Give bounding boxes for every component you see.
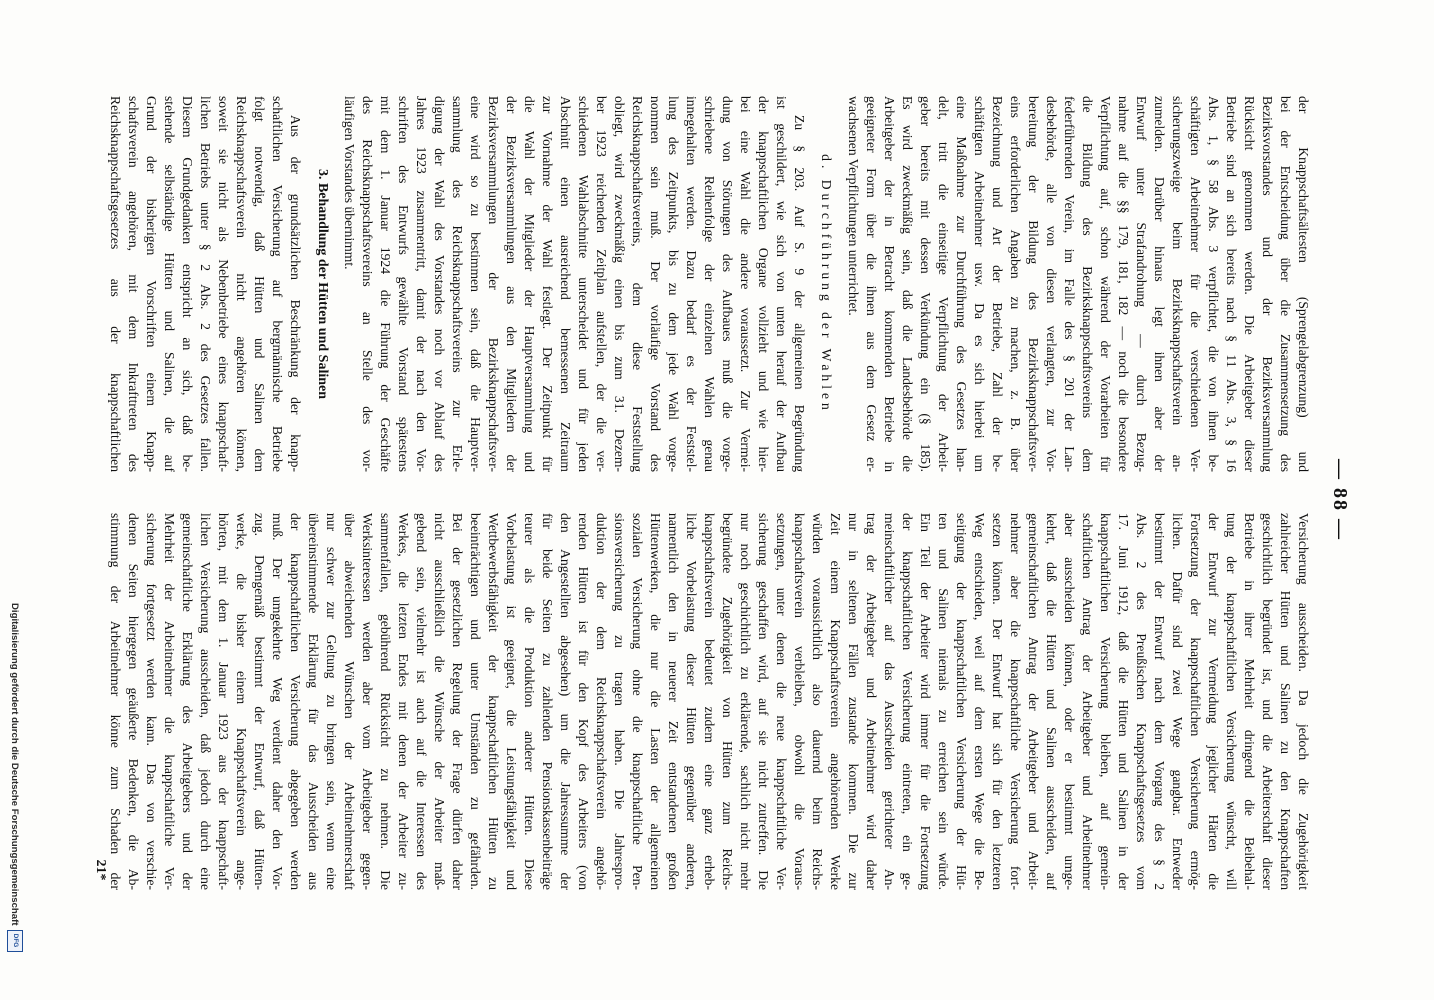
text-line: die Wahl der Mitglieder der Hauptversammlung und bbox=[522, 96, 537, 472]
text-line: sammenfallen, gebührend Rücksicht zu nehmen. Die bbox=[378, 513, 393, 890]
text-line: übereinstimmende Erklärung für das Ausscheiden aus bbox=[306, 513, 321, 890]
text-line: stehende selbständige Hütten und Salinen, die auf bbox=[162, 96, 177, 472]
text-line: tung der knappschaftlichen Versicherung wünscht, will bbox=[1224, 513, 1239, 890]
signature-mark: 21* bbox=[93, 859, 108, 881]
text-line: sionsversicherung zu tragen haben. Die Jahrespro- bbox=[612, 513, 627, 890]
text-line: der knappschaftlichen Organe vollzieht und wie hier- bbox=[756, 96, 771, 472]
text-line: schaftlichen Antrag der Arbeitgeber und Arbeitnehmer bbox=[1080, 513, 1095, 890]
section-heading-durchfuehrung-der-wahlen: d. Durchführung der Wahlen bbox=[819, 154, 834, 414]
text-line: ten und Salinen niemals zu erreichen sein würde. bbox=[936, 513, 951, 890]
text-line: schaftsverein angehören, mit dem Inkrafttreten des bbox=[126, 96, 141, 472]
text-line: nommen sein muß. Der vorläufige Vorstand des bbox=[648, 96, 663, 472]
text-line: Ein Teil der Arbeiter wird immer für die Fortsetzung bbox=[918, 513, 933, 890]
text-line: den Angestellten abgesehen) um die Jahressumme der bbox=[558, 513, 573, 890]
text-line: Hüttenwerken, die nur die Lasten der allgemeinen bbox=[648, 513, 663, 890]
text-line: ber 1923 reichenden Zeitplan aufstellen, der die ver- bbox=[594, 96, 609, 472]
text-line: schäftigten Arbeitnehmer für die verschiedenen Ver- bbox=[1188, 96, 1203, 472]
text-line: Werksinteressen werden aber vom Arbeitgeber gegen- bbox=[360, 513, 375, 890]
text-line: nicht ausschließlich die Wünsche der Arbeiter maß- bbox=[432, 513, 447, 890]
text-line: Fortsetzung der knappschaftlichen Versicherung ermög- bbox=[1188, 513, 1203, 890]
text-line: nur schwer zur Geltung zu bringen sein, wenn eine bbox=[324, 513, 339, 890]
right-column bbox=[106, 513, 1312, 890]
text-line: der Entwurf zur Vermeidung jeglicher Härten die bbox=[1206, 513, 1221, 890]
text-line: setzen können. Der Entwurf hat sich für den letzteren bbox=[990, 513, 1005, 890]
text-line: Es wird zweckmäßig sein, daß die Landesbehörde die bbox=[900, 96, 915, 472]
text-line: Verpflichtung auf, schon während der Vorarbeiten für bbox=[1098, 96, 1113, 472]
text-line: wachsenen Verpflichtungen unterrichtet. bbox=[846, 96, 861, 316]
text-line: nur noch geschichtlich zu erklärende, sachlich nicht mehr bbox=[738, 513, 753, 890]
text-line: denen Seiten hiergegen geäußerte Bedenken, die Ab- bbox=[126, 513, 141, 890]
text-line: eine wird so zu bestimmen sein, daß die Hauptver- bbox=[468, 96, 483, 472]
text-line: Mehrheit der Arbeitnehmer die knappschaftliche Ver- bbox=[162, 513, 177, 890]
text-line: Reichsknappschaftsvereins, dem diese Feststellung bbox=[630, 96, 645, 472]
text-line: lichen. Dafür sind zwei Wege gangbar. Entweder bbox=[1170, 513, 1185, 890]
text-line: delt, tritt die einseitige Verpflichtung der Arbeit- bbox=[936, 96, 951, 472]
text-line: begründete Zugehörigkeit von Hütten zum Reichs- bbox=[720, 513, 735, 890]
text-line: geeigneter Form über die ihnen aus dem Gesetz er- bbox=[864, 96, 879, 472]
text-line: geber bereits mit dessen Verkündung ein (§ 185). bbox=[918, 96, 933, 472]
text-line: der knappschaftlichen Versicherung abgegeben werden bbox=[288, 513, 303, 890]
text-line: Bezeichnung und Art der Betriebe, Zahl der be- bbox=[990, 96, 1005, 472]
text-line: innegehalten werden. Dazu bedarf es der Feststel- bbox=[684, 96, 699, 472]
text-line: 17. Juni 1912, daß die Hütten und Salinen in der bbox=[1116, 513, 1131, 890]
text-line: Betriebe sind an sich bereits nach § 11 Abs. 3, § 16 bbox=[1224, 96, 1239, 472]
text-line: Abs. 2 des Preußischen Knappschaftsgesetzes vom bbox=[1134, 513, 1149, 890]
text-line: Grund der bisherigen Vorschriften einem Knapp- bbox=[144, 96, 159, 472]
left-column bbox=[106, 96, 1312, 472]
text-line: der Knappschaftsältesten (Sprengelabgrenzung) und bbox=[1296, 96, 1311, 472]
text-line: der knappschaftlichen Versicherung eintreten, ein ge- bbox=[900, 513, 915, 890]
text-line: knappschaftsverein bedeutet zudem eine ganz erheb- bbox=[702, 513, 717, 890]
text-line: lichen Versicherung ausscheiden, daß jedoch durch eine bbox=[198, 513, 213, 890]
text-line: aber ausscheiden können, oder er bestimmt umge- bbox=[1062, 513, 1077, 890]
text-line: geschichtlich begründet ist, und die Arbeiterschaft dieser bbox=[1260, 513, 1275, 890]
text-line: sammlung des Reichsknappschaftsvereins zur Erle- bbox=[450, 96, 465, 472]
text-line: läufigen Vorstandes übernimmt. bbox=[342, 96, 357, 270]
text-line: desbehörde, alle von diesen verlangten, zur Vor- bbox=[1044, 96, 1059, 472]
text-line: digung der Wahl des Vorstandes noch vor Ablauf des bbox=[432, 96, 447, 472]
text-line: Aus der grundsätzlichen Beschränkung der knapp- bbox=[288, 115, 303, 472]
text-line: des Reichsknappschaftsvereins an Stelle des vor- bbox=[360, 96, 375, 472]
text-line: duktion der dem Reichsknappschaftsverein angehö- bbox=[594, 513, 609, 890]
text-line: lichen Betriebs unter § 2 Abs. 2 des Gesetzes fallen. bbox=[198, 96, 213, 472]
text-line: Zeit einem Knappschaftsverein angehörenden Werke bbox=[828, 513, 843, 890]
text-line: eine Maßnahme zur Durchführung des Gesetzes han- bbox=[954, 96, 969, 472]
text-line: bereitung der Bildung des Bezirksknappschaftsver- bbox=[1026, 96, 1041, 472]
text-line: gemeinschaftliche Erklärung des Arbeitgebers und der bbox=[180, 513, 195, 890]
text-line: liche Vorbelastung dieser Hütten gegenüber anderen, bbox=[684, 513, 699, 890]
text-line: werke, die bisher einem Knappschaftsverein ange- bbox=[234, 513, 249, 890]
text-line: teurer als die Produktion anderer Hütten. Diese bbox=[522, 513, 537, 890]
text-line: schriften des Entwurfs gewählte Vorstand spätestens bbox=[396, 96, 411, 472]
text-line: für beide Seiten zu zahlenden Pensionskassenbeiträge bbox=[540, 513, 555, 890]
text-line: sicherung fortgesetzt werden kann. Das von verschie- bbox=[144, 513, 159, 890]
text-line: die Bildung des Bezirksknappschaftsvereins dem bbox=[1080, 96, 1095, 472]
text-line: zug. Demgemäß bestimmt der Entwurf, daß Hütten- bbox=[252, 513, 267, 890]
paragraph-huetten-und-salinen bbox=[106, 96, 304, 472]
text-line: Wettbewerbsfähigkeit der knappschaftlichen Hütten zu bbox=[486, 513, 501, 890]
text-line: folgt notwendig, daß Hütten und Salinen dem bbox=[252, 96, 267, 472]
text-line: kehrt, daß die Hütten und Salinen ausscheiden, auf bbox=[1044, 513, 1059, 890]
text-line: lung des Zeitpunkts, bis zu dem jede Wahl vorge- bbox=[666, 96, 681, 472]
text-line: Vorbelastung ist geeignet, die Leistungsfähigkeit und bbox=[504, 513, 519, 890]
text-line: schaftlichen Versicherung auf bergmännische Betriebe bbox=[270, 96, 285, 472]
text-line: Reichsknappschaftsgesetzes aus der knappschaftlichen bbox=[108, 96, 123, 472]
paragraph-bezirksvorstand bbox=[844, 96, 1312, 472]
text-line: federführenden Verein, im Falle des § 201 der Lan- bbox=[1062, 96, 1077, 472]
text-line: Diesem Grundgedanken entspricht an sich, daß be- bbox=[180, 96, 195, 472]
text-line: obliegt, wird zweckmäßig einen bis zum 31. Dezem- bbox=[612, 96, 627, 472]
text-line: Bezirksvorstandes und der Bezirksversammlung bbox=[1260, 96, 1275, 472]
text-line: der Bezirksversammlungen aus den Mitgliedern der bbox=[504, 96, 519, 472]
text-line: trag der Arbeitgeber und Arbeitnehmer wird daher bbox=[864, 513, 879, 890]
text-line: sicherung geschaffen wird, auf sie nicht zutreffen. Die bbox=[756, 513, 771, 890]
text-line: schiedenen Wahlabschnitte unterscheidet und für jeden bbox=[576, 96, 591, 472]
text-line: knappschaftsverein verbleiben, obwohl die Voraus- bbox=[792, 513, 807, 890]
text-line: Bei der gesetzlichen Regelung der Frage dürfen daher bbox=[450, 513, 465, 890]
text-line: schäftigten Arbeitnehmer usw. Da es sich hierbei um bbox=[972, 96, 987, 472]
paragraph-versicherung-ausscheiden bbox=[106, 513, 1312, 890]
text-line: zumelden. Darüber hinaus legt ihnen aber der bbox=[1152, 96, 1167, 472]
text-line: renden Hütten ist für den Kopf des Arbeiters (von bbox=[576, 513, 591, 890]
funding-note: Digitalisierung gefördert durch die Deutsche Forschungsgemeinschaft bbox=[9, 603, 21, 926]
text-line: sicherungszweige beim Bezirksknappschaftsverein an- bbox=[1170, 96, 1185, 472]
text-line: bestimmt der Entwurf nach dem Vorgang des § 2 bbox=[1152, 513, 1167, 890]
digitization-footer bbox=[6, 603, 24, 993]
text-line: meinschaftlicher auf das Ausscheiden gerichteter An- bbox=[882, 513, 897, 890]
text-line: knappschaftlichen Versicherung bleiben, auf gemein- bbox=[1098, 513, 1113, 890]
text-line: Versicherung ausscheiden. Da jedoch die Zugehörigkeit bbox=[1296, 513, 1311, 890]
dfg-logo-icon: DFG bbox=[7, 930, 23, 952]
text-line: Arbeitgeber der in Betracht kommenden Betriebe in bbox=[882, 96, 897, 472]
text-line: Bezirksversammlungen der Bezirksknappschaftsver- bbox=[486, 96, 501, 472]
page-number: — 88 — bbox=[1329, 459, 1351, 541]
text-line: Abschnitt einen ausreichend bemessenen Zeitraum bbox=[558, 96, 573, 472]
text-line: zahlreicher Hütten und Salinen zu den Knappschaften bbox=[1278, 513, 1293, 890]
text-line: bei eine Wahl die andere voraussetzt. Zur Vermei- bbox=[738, 96, 753, 472]
text-line: Zu § 203. Auf S. 9 der allgemeinen Begründung bbox=[792, 115, 807, 472]
text-line: schriebene Reihenfolge der einzelnen Wahlen genau bbox=[702, 96, 717, 472]
text-line: Werkes, die letzten Endes mit denen der Arbeiter zu- bbox=[396, 513, 411, 890]
text-line: eins erforderlichen Angaben zu machen, z. B. über bbox=[1008, 96, 1023, 472]
text-line: würden voraussichtlich also dauernd beim Reichs- bbox=[810, 513, 825, 890]
paragraph-zu-paragraph-203 bbox=[340, 96, 808, 472]
text-line: mit dem 1. Januar 1924 die Führung der Geschäfte bbox=[378, 96, 393, 472]
text-line: soweit sie nicht als Nebenbetriebe eines knappschaft- bbox=[216, 96, 231, 472]
text-line: Entwurf unter Strafandrohung — durch Bezug- bbox=[1134, 96, 1149, 472]
text-line: namentlich den in neuerer Zeit entstandenen großen bbox=[666, 513, 681, 890]
text-line: sozialen Versicherung ohne die knappschaftliche Pen- bbox=[630, 513, 645, 890]
text-line: Reichsknappschaftsverein nicht angehören können, bbox=[234, 96, 249, 472]
text-line: setzungen, unter denen die neue knappschaftliche Ver- bbox=[774, 513, 789, 890]
text-line: Abs. 1, § 58 Abs. 3 verpflichtet, die von ihnen be- bbox=[1206, 96, 1221, 472]
text-line: seitigung der knappschaftlichen Versicherung der Hüt- bbox=[954, 513, 969, 890]
text-line: nahme auf die §§ 179, 181, 182 — noch die besondere bbox=[1116, 96, 1131, 472]
section-heading-huetten-und-salinen: 3. Behandlung der Hütten und Salinen bbox=[315, 168, 330, 400]
text-line: beeinträchtigen und unter Umständen zu gefährden. bbox=[468, 513, 483, 890]
text-line: zur Vornahme der Wahl festlegt. Der Zeitpunkt für bbox=[540, 96, 555, 472]
text-line: Weg entschieden, weil auf dem ersten Wege die Be- bbox=[972, 513, 987, 890]
text-line: hörten, mit dem 1. Januar 1923 aus der knappschaft- bbox=[216, 513, 231, 890]
text-line: über abweichenden Wünschen der Arbeitnehmerschaft bbox=[342, 513, 357, 890]
text-line: Jahres 1923 zusammentritt, damit der nach den Vor- bbox=[414, 96, 429, 472]
text-line: stimmung der Arbeitnehmer könne zum Schaden der bbox=[108, 513, 123, 890]
text-line: gemeinschaftlichen Antrag der Arbeitgeber und Arbeit- bbox=[1026, 513, 1041, 890]
text-line: nehmer aber die knappschaftliche Versicherung fort- bbox=[1008, 513, 1023, 890]
text-line: Rücksicht genommen werden. Die Arbeitgeber dieser bbox=[1242, 96, 1257, 472]
text-line: gebend sein, vielmehr ist auch auf die Interessen des bbox=[414, 513, 429, 890]
text-line: dung von Störungen des Aufbaues muß die vorge- bbox=[720, 96, 735, 472]
text-line: Betriebe in ihrer Mehrheit dringend die Beibehal- bbox=[1242, 513, 1257, 890]
text-line: nur in seltenen Fällen zustande kommen. Die zur bbox=[846, 513, 861, 890]
text-line: ist geschildert, wie sich von unten herauf der Aufbau bbox=[774, 96, 789, 472]
text-line: muß. Der umgekehrte Weg verdient daher den Vor- bbox=[270, 513, 285, 890]
text-line: bei der Entscheidung über die Zusammensetzung des bbox=[1278, 96, 1293, 472]
